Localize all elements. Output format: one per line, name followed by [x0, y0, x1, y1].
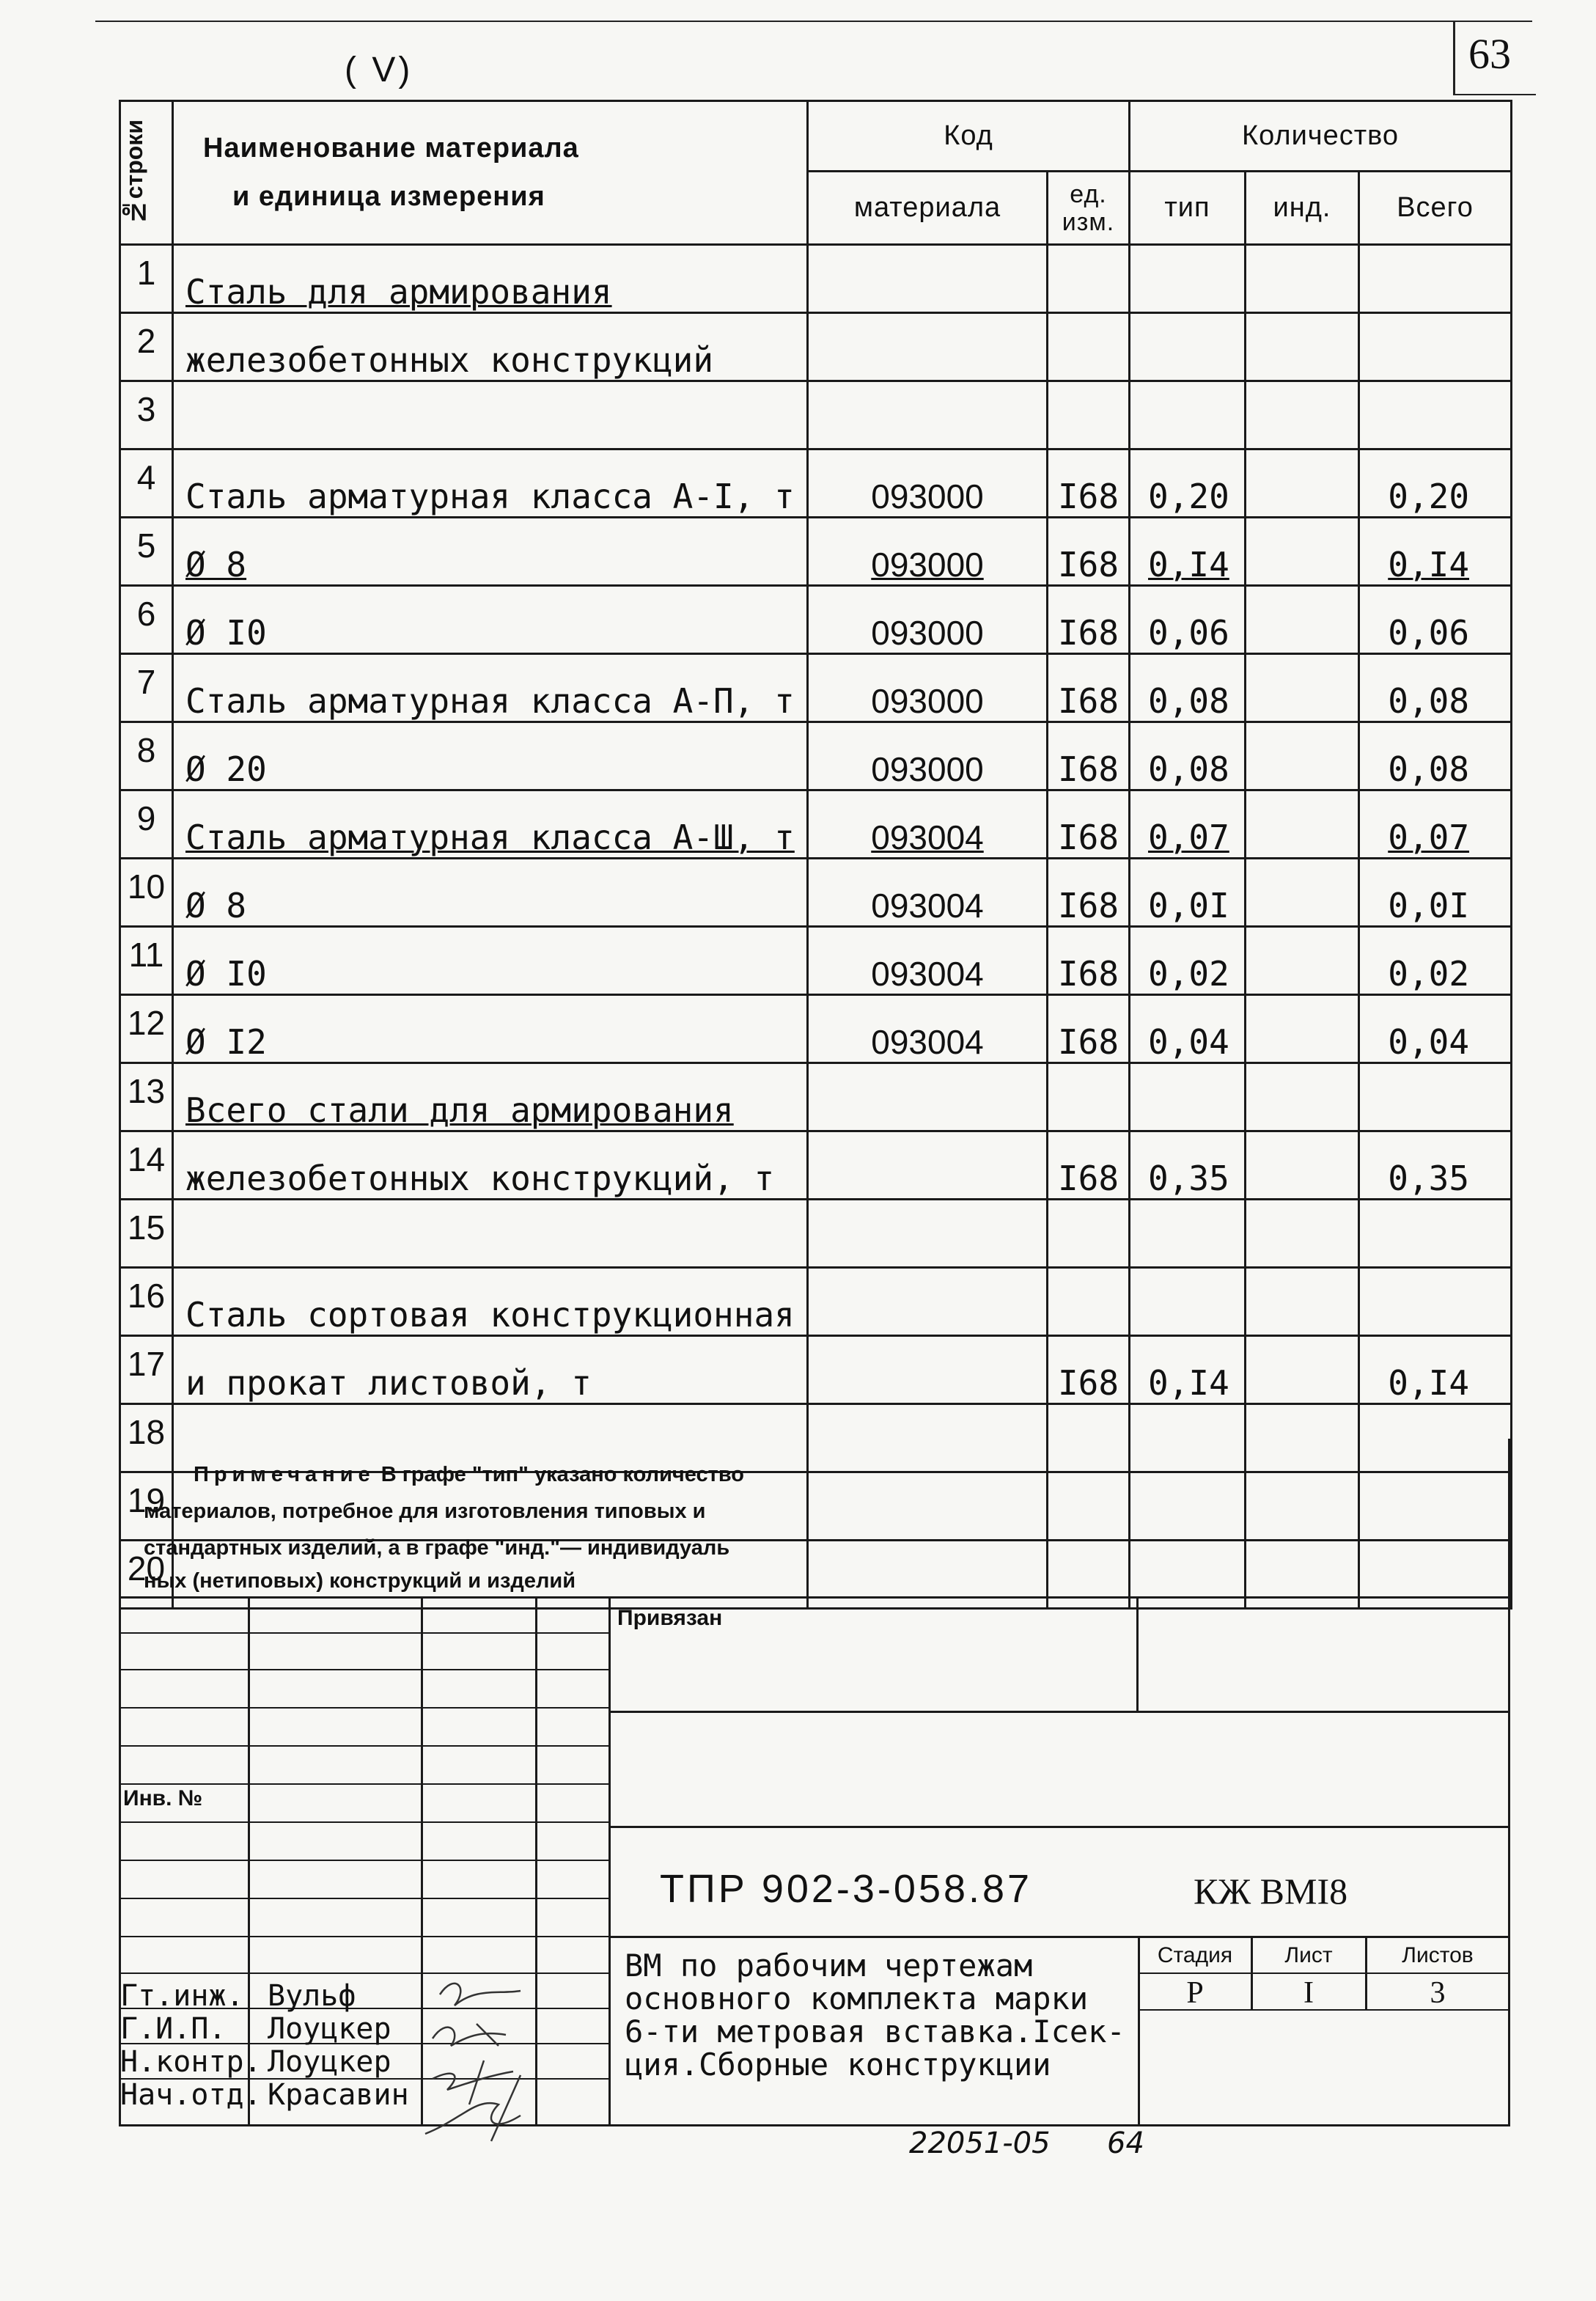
material-name: Ø I0 [173, 927, 808, 995]
row-number: 4 [120, 449, 173, 518]
quantity-type: 0,02 [1130, 927, 1246, 995]
row-number: 18 [120, 1404, 173, 1472]
quantity-individual [1246, 790, 1359, 859]
grid-line [608, 1936, 1510, 1938]
material-name: Ø I2 [173, 995, 808, 1063]
note-line3: стандартных изделий, а в графе "инд."— индивидуаль [144, 1536, 730, 1560]
material-code: 093004 [808, 927, 1048, 995]
material-code [808, 1268, 1048, 1336]
material-code: 093000 [808, 722, 1048, 790]
quantity-total [1359, 1268, 1512, 1336]
unit-code [1048, 313, 1130, 381]
table-row [120, 654, 1512, 722]
signature-rows: Гт.инж. Вульф Г.И.П. Лоуцкер Н.контр. Лоуцкер Нач.отд. Красавин [120, 1979, 409, 2112]
grid-line [119, 1707, 610, 1709]
table-body [120, 245, 1512, 1609]
quantity-type: 0,I4 [1130, 518, 1246, 586]
code-header: Код [808, 101, 1130, 172]
grid-line [1138, 1972, 1510, 1974]
material-name: Сталь арматурная класса А-Ш, т [173, 790, 808, 859]
material-name: и прокат листовой, т [173, 1336, 808, 1404]
row-number: 7 [120, 654, 173, 722]
quantity-individual [1246, 586, 1359, 654]
material-name: Сталь для армирования [173, 245, 808, 313]
table-row [120, 518, 1512, 586]
row-number: 13 [120, 1063, 173, 1131]
grid-line [608, 1711, 1510, 1713]
row-number: 12 [120, 995, 173, 1063]
quantity-total [1359, 381, 1512, 449]
row-number: 10 [120, 859, 173, 927]
material-code [808, 245, 1048, 313]
material-name [173, 381, 808, 449]
row-number: 19 [120, 1472, 173, 1541]
row-number: 14 [120, 1131, 173, 1200]
name-header-line2: и единица измерения [232, 181, 545, 212]
material-name: Ø 8 [173, 859, 808, 927]
row-number: 5 [120, 518, 173, 586]
row-number: 11 [120, 927, 173, 995]
note [144, 1456, 950, 1596]
quantity-header: Количество [1130, 101, 1512, 172]
row-number: 1 [120, 245, 173, 313]
quantity-individual [1246, 927, 1359, 995]
handwritten-signatures [411, 1965, 557, 2156]
quantity-individual [1246, 1336, 1359, 1404]
note-line2: материалов, потребное для изготовления типовых и [144, 1500, 706, 1523]
name-header-line1: Наименование материала [203, 133, 579, 164]
quantity-total: 0,35 [1359, 1131, 1512, 1200]
quantity-total: 0,I4 [1359, 1336, 1512, 1404]
unit-code: I68 [1048, 586, 1130, 654]
quantity-individual [1246, 859, 1359, 927]
table-row [120, 1268, 1512, 1336]
quantity-individual [1246, 381, 1359, 449]
row-number: 20 [120, 1541, 173, 1609]
quantity-type [1130, 245, 1246, 313]
material-name: железобетонных конструкций [173, 313, 808, 381]
material-name [173, 1200, 808, 1268]
quantity-type [1130, 381, 1246, 449]
type-header: тип [1130, 172, 1246, 245]
page-number: 63 [1468, 30, 1511, 78]
grid-line [119, 1632, 610, 1634]
note-line4: ных (нетиповых) конструкций и изделий [144, 1569, 576, 1593]
quantity-total: 0,02 [1359, 927, 1512, 995]
material-name: железобетонных конструкций, т [173, 1131, 808, 1200]
quantity-type: 0,04 [1130, 995, 1246, 1063]
material-code: 093000 [808, 518, 1048, 586]
quantity-type: 0,0I [1130, 859, 1246, 927]
footer-page: 64 [1107, 2126, 1144, 2160]
individual-header: инд. [1246, 172, 1359, 245]
unit-header: ед. изм. [1048, 172, 1130, 245]
top-rule [95, 21, 1532, 22]
material-code: 093000 [808, 449, 1048, 518]
quantity-individual [1246, 518, 1359, 586]
drawing-mark: КЖ ВМI8 [1194, 1871, 1348, 1912]
material-code: 093000 [808, 586, 1048, 654]
unit-code [1048, 245, 1130, 313]
table-row [120, 790, 1512, 859]
unit-code: I68 [1048, 449, 1130, 518]
table-row [120, 313, 1512, 381]
material-code [808, 1200, 1048, 1268]
row-number: 6 [120, 586, 173, 654]
table-row [120, 449, 1512, 518]
material-name: Сталь сортовая конструкционная [173, 1268, 808, 1336]
material-code [808, 1131, 1048, 1200]
grid-line [119, 1669, 610, 1670]
row-number: 16 [120, 1268, 173, 1336]
grid-line [608, 1599, 611, 2126]
quantity-total: 0,08 [1359, 654, 1512, 722]
quantity-individual [1246, 1268, 1359, 1336]
quantity-type: 0,I4 [1130, 1336, 1246, 1404]
row-number: 2 [120, 313, 173, 381]
grid-line [119, 1821, 610, 1823]
quantity-individual [1246, 995, 1359, 1063]
material-code-header: материала [808, 172, 1048, 245]
quantity-total: 0,I4 [1359, 518, 1512, 586]
name-header [173, 101, 808, 245]
grid-line [119, 1783, 610, 1785]
material-name: Ø I0 [173, 586, 808, 654]
unit-code: I68 [1048, 654, 1130, 722]
quantity-total: 0,06 [1359, 586, 1512, 654]
footer-code: 22051-05 [909, 2126, 1051, 2160]
table-row [120, 995, 1512, 1063]
quantity-type: 0,08 [1130, 654, 1246, 722]
table-row [120, 1063, 1512, 1131]
sheets-value: 3 [1430, 1976, 1446, 2010]
quantity-type: 0,20 [1130, 449, 1246, 518]
table-row [120, 1131, 1512, 1200]
material-code [808, 313, 1048, 381]
unit-code: I68 [1048, 927, 1130, 995]
unit-code: I68 [1048, 722, 1130, 790]
unit-code [1048, 1200, 1130, 1268]
material-name: Ø 20 [173, 722, 808, 790]
quantity-total [1359, 1063, 1512, 1131]
quantity-type [1130, 1268, 1246, 1336]
material-code [808, 381, 1048, 449]
quantity-individual [1246, 654, 1359, 722]
stage-label: Стадия [1157, 1943, 1233, 1967]
row-number: 17 [120, 1336, 173, 1404]
unit-code: I68 [1048, 1131, 1130, 1200]
material-name: Ø 8 [173, 518, 808, 586]
row-number: 9 [120, 790, 173, 859]
quantity-individual [1246, 1131, 1359, 1200]
quantity-total: 0,0I [1359, 859, 1512, 927]
quantity-total: 0,04 [1359, 995, 1512, 1063]
table-row [120, 586, 1512, 654]
material-name: Сталь арматурная класса А-П, т [173, 654, 808, 722]
material-code [808, 1063, 1048, 1131]
note-line1: В графе "тип" указано количество [380, 1463, 744, 1486]
drawing-description: ВМ по рабочим чертежам основного комплекта марки 6-ти метровая вставка.Iсек- ция.Сборные конструкции [625, 1948, 1125, 2082]
quantity-type [1130, 1200, 1246, 1268]
quantity-total [1359, 313, 1512, 381]
material-code: 093004 [808, 995, 1048, 1063]
quantity-type: 0,08 [1130, 722, 1246, 790]
unit-code: I68 [1048, 518, 1130, 586]
material-name: Сталь арматурная класса А-I, т [173, 449, 808, 518]
table-row [120, 245, 1512, 313]
note-title: Примечание [194, 1463, 375, 1486]
sheet-value: I [1303, 1976, 1314, 2010]
row-number-header: №строки [120, 101, 173, 245]
quantity-total [1359, 245, 1512, 313]
unit-code: I68 [1048, 1336, 1130, 1404]
quantity-total [1359, 1200, 1512, 1268]
quantity-type [1130, 1063, 1246, 1131]
sheet-marker: ( V) [345, 51, 413, 89]
quantity-individual [1246, 722, 1359, 790]
inventory-label: Инв. № [123, 1786, 203, 1810]
grid-line [608, 1826, 1510, 1828]
quantity-individual [1246, 1200, 1359, 1268]
quantity-total: 0,08 [1359, 722, 1512, 790]
table-row [120, 927, 1512, 995]
quantity-individual [1246, 245, 1359, 313]
row-number: 8 [120, 722, 173, 790]
grid-line [119, 1860, 610, 1861]
table-row [120, 722, 1512, 790]
sheets-label: Листов [1402, 1943, 1474, 1967]
sheet-label: Лист [1284, 1943, 1333, 1967]
quantity-total: 0,07 [1359, 790, 1512, 859]
grid-line [1136, 1599, 1139, 1712]
quantity-type [1130, 313, 1246, 381]
unit-code: I68 [1048, 790, 1130, 859]
material-code: 093004 [808, 790, 1048, 859]
quantity-type: 0,07 [1130, 790, 1246, 859]
materials-table [119, 100, 1512, 1610]
table-row [120, 381, 1512, 449]
material-code: 093000 [808, 654, 1048, 722]
stage-value: Р [1186, 1976, 1204, 2010]
quantity-type: 0,06 [1130, 586, 1246, 654]
unit-code: I68 [1048, 995, 1130, 1063]
project-code: ТПР 902-3-058.87 [660, 1867, 1033, 1911]
quantity-individual [1246, 449, 1359, 518]
quantity-total: 0,20 [1359, 449, 1512, 518]
total-header: Всего [1359, 172, 1512, 245]
quantity-type: 0,35 [1130, 1131, 1246, 1200]
bound-label: Привязан [617, 1606, 723, 1630]
unit-code [1048, 381, 1130, 449]
quantity-individual [1246, 1063, 1359, 1131]
grid-line [119, 1745, 610, 1747]
table-row [120, 1200, 1512, 1268]
material-name: Всего стали для армирования [173, 1063, 808, 1131]
grid-line [119, 1936, 610, 1937]
quantity-individual [1246, 313, 1359, 381]
material-code: 093004 [808, 859, 1048, 927]
table-row [120, 859, 1512, 927]
material-code [808, 1336, 1048, 1404]
grid-line [119, 1898, 610, 1899]
unit-code [1048, 1063, 1130, 1131]
unit-code: I68 [1048, 859, 1130, 927]
row-number: 3 [120, 381, 173, 449]
table-row [120, 1336, 1512, 1404]
row-number: 15 [120, 1200, 173, 1268]
unit-code [1048, 1268, 1130, 1336]
